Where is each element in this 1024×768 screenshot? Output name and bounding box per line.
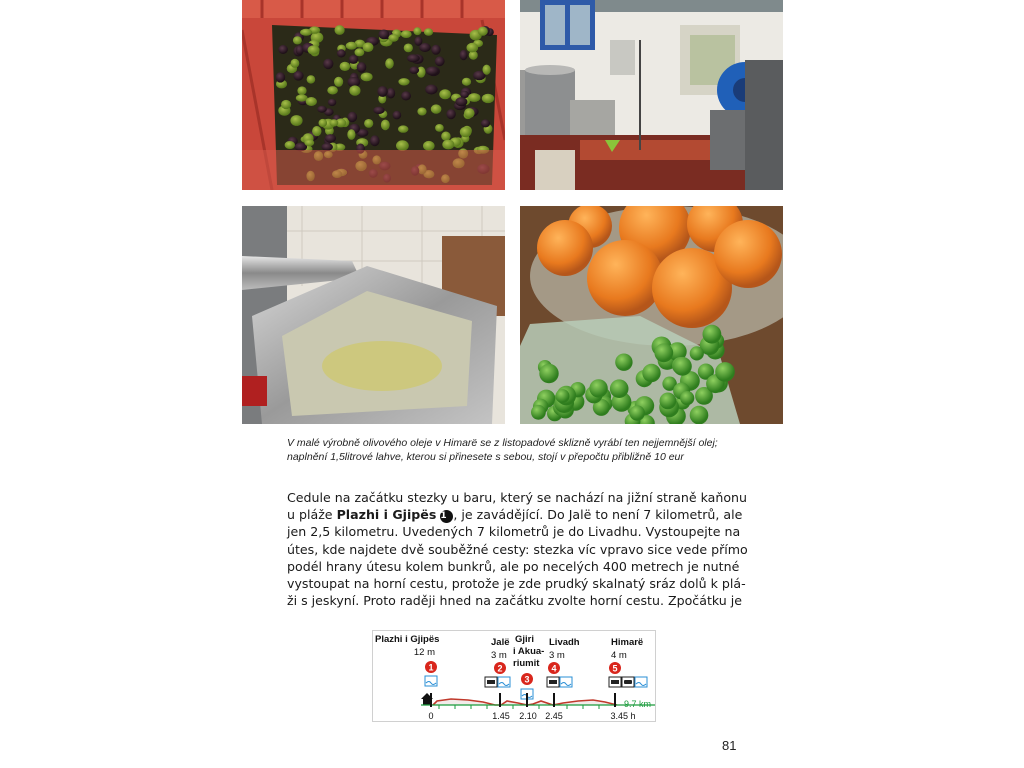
stop-marker bbox=[609, 662, 621, 674]
stop-post bbox=[553, 693, 555, 707]
stop-time: 1.45 bbox=[492, 711, 510, 721]
stop-name: Himarë bbox=[611, 637, 644, 648]
bunker-icon bbox=[485, 677, 497, 687]
paragraph-line: útes, kde najdete dvě souběžné cesty: stezka víc vpravo sice vede přímo bbox=[287, 541, 748, 557]
stop-time: 2.45 bbox=[545, 711, 563, 721]
total-distance: 9.7 km bbox=[624, 699, 652, 709]
svg-text:3: 3 bbox=[524, 674, 530, 685]
stop-name: Jalë bbox=[491, 637, 510, 648]
beach-icon bbox=[425, 676, 437, 686]
paragraph-line: vystoupat na horní cestu, protože je zde prudký skalnatý sráz dolů k plá- bbox=[287, 576, 746, 592]
beach-icon bbox=[635, 677, 647, 687]
stop-post bbox=[430, 693, 432, 707]
paragraph-line: podél hrany útesu kolem bunkrů, ale po necelých 400 metrech je nutné bbox=[287, 558, 740, 574]
stop-name: Gjiri bbox=[515, 634, 535, 645]
paragraph-line bbox=[287, 506, 743, 523]
stop-post bbox=[526, 693, 528, 707]
stop-name: Livadh bbox=[549, 637, 580, 648]
svg-text:5: 5 bbox=[612, 663, 618, 674]
svg-text:4: 4 bbox=[551, 663, 557, 674]
stop-marker bbox=[494, 662, 506, 674]
svg-text:2: 2 bbox=[497, 663, 503, 674]
paragraph-line: Cedule na začátku stezky u baru, který se nachází na jižní straně kaňonu bbox=[287, 490, 748, 505]
caption-line: V malé výrobně olivového oleje v Himarë se z listopadové sklizně vyrábí ten nejjemnější olej; bbox=[287, 437, 718, 449]
bunker-icon bbox=[609, 677, 621, 687]
stop-elevation: 12 m bbox=[413, 647, 435, 658]
stop-marker bbox=[521, 673, 533, 685]
beach-icon bbox=[560, 677, 572, 687]
stop-name: Plazhi i Gjipës bbox=[375, 634, 440, 645]
stop-post bbox=[614, 693, 616, 707]
location-marker: 1 bbox=[440, 510, 453, 523]
beach-name: Plazhi i Gjipës bbox=[336, 507, 437, 523]
car-icon bbox=[622, 677, 634, 687]
olives-crate-photo bbox=[242, 0, 505, 190]
stop-post bbox=[499, 693, 501, 707]
stop-marker bbox=[548, 662, 560, 674]
paragraph-text: u pláže bbox=[287, 507, 333, 523]
svg-text:1: 1 bbox=[428, 662, 434, 673]
caption-line: naplnění 1,5litrové lahve, kterou si přinesete s sebou, stojí v přepočtu přibližně 10 eur bbox=[287, 451, 684, 463]
body-paragraph bbox=[287, 489, 748, 609]
stop-name: i Akua- bbox=[513, 646, 545, 657]
stop-time: 2.10 bbox=[519, 711, 537, 721]
paragraph-line: jen 2,5 kilometru. Uvedených 7 kilometrů je do Livadhu. Vystoupejte na bbox=[287, 524, 741, 540]
photo-caption bbox=[287, 436, 757, 464]
bunker-icon bbox=[547, 677, 559, 687]
oil-pouring-photo bbox=[242, 206, 505, 424]
beach-icon bbox=[498, 677, 510, 687]
stop-time: 3.45 h bbox=[610, 711, 636, 721]
stop-elevation: 3 m bbox=[491, 650, 507, 661]
trail-profile bbox=[372, 630, 656, 722]
stop-elevation: 4 m bbox=[611, 650, 627, 661]
page-number: 81 bbox=[722, 738, 737, 753]
stop-marker bbox=[425, 661, 437, 673]
stop-name: riumit bbox=[513, 658, 540, 669]
paragraph-text: , je zavádějící. Do Jalë to není 7 kilometrů, ale bbox=[453, 507, 743, 523]
olive-oil-factory-photo bbox=[520, 0, 783, 190]
stop-elevation: 3 m bbox=[549, 650, 565, 661]
paragraph-line: ži s jeskyní. Proto raději hned na začátku zvolte horní cestu. Zpočátku je bbox=[287, 593, 743, 609]
elevation-profile bbox=[433, 699, 617, 705]
stop-time: 0 bbox=[428, 711, 434, 721]
oranges-and-green-olives-photo bbox=[520, 206, 783, 424]
